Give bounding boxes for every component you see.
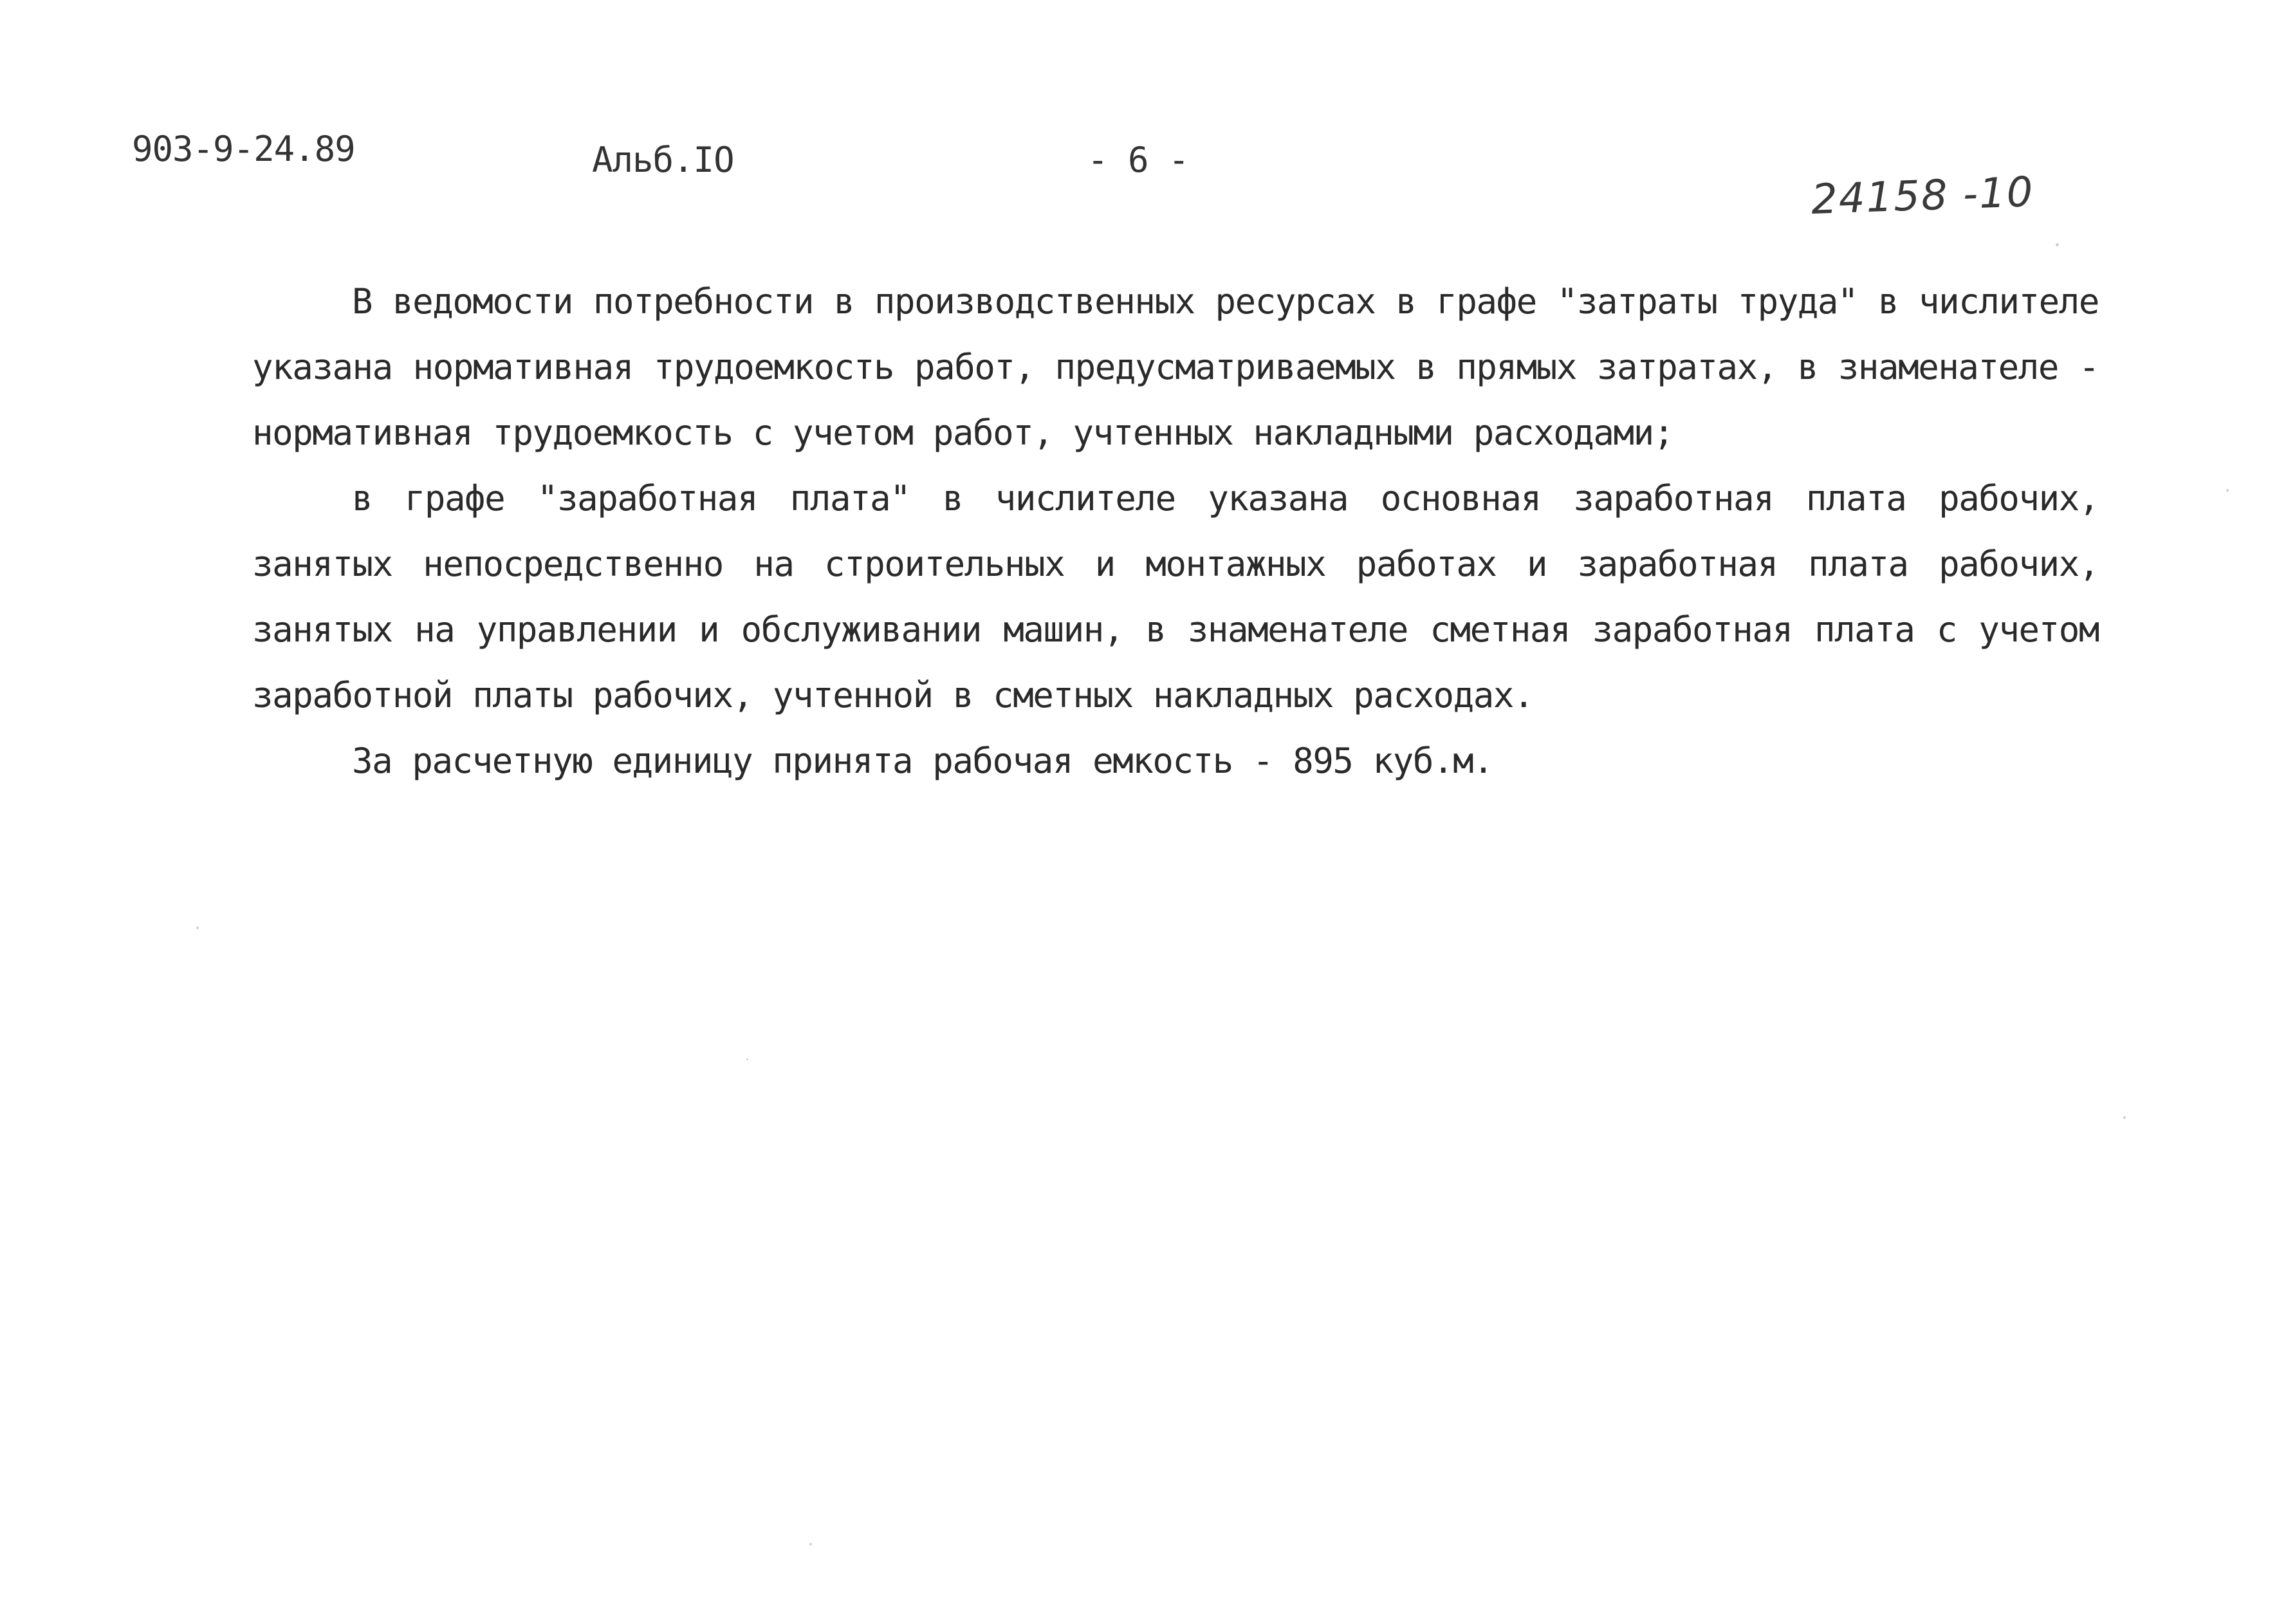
- paragraph-labor-costs: В ведомости потребности в производственных ресурсах в графе "затраты труда" в числителе указана нормативная трудоемкость работ, предусматриваемых в прямых затратах, в знаменателе - нормативная трудоемкость с учетом работ, учтенных накладными расходами;: [252, 281, 2099, 453]
- paragraph-wages: в графе "заработная плата" в числителе указана основная заработная плата рабочих, занятых непосредственно на строительных и монтажных работах и заработная плата рабочих, занятых на управлении и обслуживании машин, в знаменателе сметная заработная плата с учетом заработной платы рабочих, учтенной в сметных накладных расходах.: [252, 478, 2099, 715]
- album-number: Альб.IO: [592, 140, 734, 180]
- scan-speck: [809, 1543, 812, 1546]
- scan-speck: [2123, 1116, 2126, 1119]
- scan-speck: [2226, 489, 2229, 492]
- scan-speck: [196, 927, 199, 929]
- document-code: 903-9-24.89: [132, 129, 355, 169]
- page-number: - 6 -: [1087, 140, 1189, 180]
- handwritten-inventory-number: 24158 -10: [1810, 168, 2035, 225]
- scan-speck: [2056, 243, 2059, 246]
- scan-speck: [746, 1058, 748, 1060]
- document-body: [252, 269, 2099, 794]
- paragraph-calculation-unit: За расчетную единицу принята рабочая емкость - 895 куб.м.: [352, 741, 1493, 781]
